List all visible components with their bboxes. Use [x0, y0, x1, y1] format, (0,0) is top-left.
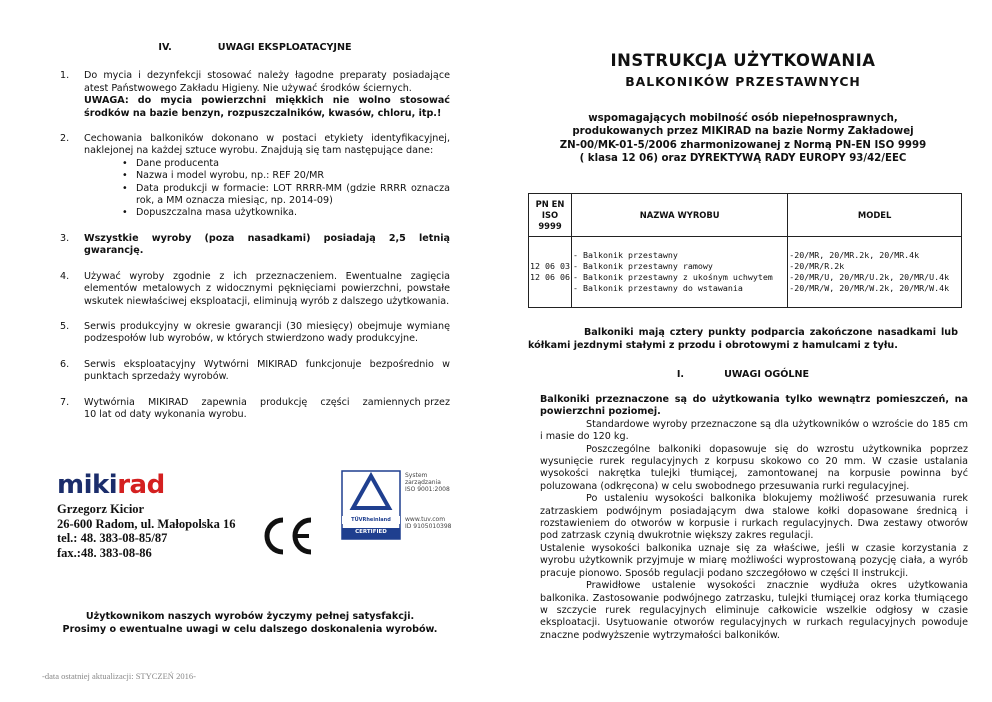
paragraph: Prawidłowe ustalenie wysokości znacznie wydłuża okres użytkowania balkonika. Zastosowanie podwójnego zatrzasku, tulejki tłumiącej oraz korka tłumiącego w szczycie rurek regulacyjnych eliminuje całkowicie wszelkie odgłosy w czasie eksploatacji. Usytuowanie otworów regulacyjnych w rurkach regulacyjnych powoduje znaczne podwyższenie wytrzymałości balkoników.	[540, 580, 968, 641]
item-warning: UWAGA: do mycia powierzchni miękkich nie wolno stosować środków na bazie benzyn, rozpuszczalników, kwasów, chloru, itp.!	[84, 95, 450, 119]
section-iv-number: IV.	[158, 42, 172, 53]
table-row	[529, 237, 962, 308]
paragraph: Po ustaleniu wysokości balkonika blokujemy możliwość przesuwania rurek zatrzaskiem podwójnym posiadającym dwa stalowe kołki dopasowane średnicą i rozstawieniem do otworów w korpusie i rurkach regulacyjnych. Dwa zestawy otworów pod zatrzask czynią dwukrotnie większy zakres regulacji.	[540, 493, 968, 542]
table-cell: - Balkonik przestawny z ukośnym uchwytem	[573, 272, 773, 282]
table-cell: 12 06 06	[530, 272, 570, 282]
bullet-item: • Dopuszczalna masa użytkownika.	[122, 207, 450, 219]
ce-mark-icon	[259, 514, 317, 558]
bullet-item: • Dane producenta	[122, 158, 450, 170]
left-column	[60, 0, 454, 434]
document-subtitle: BALKONIKÓW PRZESTAWNYCH	[625, 74, 861, 89]
product-table	[528, 193, 962, 308]
closing-line: Użytkownikom naszych wyrobów życzymy pełnej satysfakcji.	[85, 611, 415, 622]
item-text: Wszystkie wyroby (poza nasadkami) posiadają 2,5 letnią gwarancję.	[84, 232, 450, 257]
table-cell: -20/MR/R.2k	[789, 261, 845, 271]
label-data-list	[84, 158, 450, 220]
table-cell: - Balkonik przestawny ramowy	[573, 261, 713, 271]
address-line: fax.:48. 383-08-86	[57, 545, 152, 560]
table-cell: 12 06 03	[530, 261, 570, 271]
table-cell: -20/MR, 20/MR.2k, 20/MR.4k	[789, 250, 920, 260]
list-item	[60, 321, 450, 346]
section-i-title	[528, 369, 958, 380]
item-number: 1.	[60, 70, 70, 82]
document-title: INSTRUKCJA UŻYTKOWANIA	[610, 51, 876, 70]
last-update-note: -data ostatniej aktualizacji: STYCZEŃ 2016-	[42, 671, 196, 681]
item-number: 6.	[60, 358, 70, 370]
item-number: 5.	[60, 320, 70, 332]
closing-line: Prosimy o ewentualne uwagi w celu dalszego doskonalenia wyrobów.	[62, 624, 438, 635]
item-text: Używać wyroby zgodnie z ich przeznaczeniem. Ewentualne zagięcia elementów metalowych z widocznymi pęknięciami powierzchni, powstałe wskutek niewłaściwej eksploatacji, eliminują wyrób z dalszego użytkowania.	[84, 270, 450, 307]
list-item	[60, 233, 450, 258]
intro-line: ( klasa 12 06) oraz DYREKTYWĄ RADY EUROPY 93/42/EEC	[579, 153, 907, 165]
item-number: 3.	[60, 232, 70, 244]
column-header: PN EN ISO 9999	[529, 194, 572, 237]
general-notes-body	[540, 394, 968, 642]
support-points-text: Balkoniki mają cztery punkty podparcia zakończone nasadkami lub kółkami jezdnymi stałymi z przodu i obrotowymi z hamulcami z tyłu.	[528, 327, 958, 351]
address-line: tel.: 48. 383-08-85/87	[57, 531, 168, 546]
tuv-badge: CERTIFIED	[355, 529, 387, 535]
tuv-id-text: www.tuv.com ID 9105010398	[405, 516, 452, 530]
intro-line: ZN-00/MK-01-5/2006 zharmonizowanej z Normą PN-EN ISO 9999	[559, 139, 927, 151]
bullet-item: • Data produkcji w formacie: LOT RRRR-MM (gdzie RRRR oznacza rok, a MM oznacza miesiąc, np. 2014-09)	[122, 183, 450, 208]
address-line: 26-600 Radom, ul. Małopolska 16	[57, 516, 236, 531]
item-number: 2.	[60, 133, 70, 145]
names-cell	[572, 237, 788, 308]
paragraph: Standardowe wyroby przeznaczone są dla użytkowników o wzroście do 185 cm i masie do 120 kg.	[540, 418, 968, 443]
list-item	[60, 396, 454, 422]
item-text: Do mycia i dezynfekcji stosować należy łagodne preparaty posiadające atest Państwowego Zakładu Higieny. Nie używać środków ściernych.	[84, 70, 450, 94]
manufacturer-address	[57, 502, 236, 560]
codes-cell	[529, 237, 572, 308]
table-cell: -20/MR/W, 20/MR/W.2k, 20/MR/W.4k	[789, 283, 950, 293]
list-item	[60, 133, 450, 220]
usage-notes-list	[60, 70, 454, 421]
column-header: NAZWA WYROBU	[572, 194, 788, 237]
column-header: MODEL	[788, 194, 962, 237]
item-text: Serwis eksploatacyjny Wytwórni MIKIRAD funkcjonuje bezpośrednio w punktach sprzedaży wyrobów.	[84, 358, 450, 383]
closing-message	[55, 610, 445, 636]
address-line: Grzegorz Kicior	[57, 502, 145, 516]
intro-line: wspomagających mobilność osób niepełnosprawnych,	[588, 113, 898, 124]
item-text: Serwis produkcyjny w okresie gwarancji (30 miesięcy) obejmuje wymianę podzespołów lub wyrobów, w których stwierdzono wady produkcyjne.	[84, 320, 450, 345]
logo-part-2: rad	[117, 470, 165, 500]
table-header-row	[529, 194, 962, 237]
tuv-name: TÜVRheinland	[351, 517, 391, 523]
models-cell	[788, 237, 962, 308]
item-text: Cechowania balkoników dokonano w postaci etykiety identyfikacyjnej, naklejonej na każdej sztuce wyrobu. Znajdują się tam następujące dane:	[84, 133, 450, 157]
paragraph: Ustalenie wysokości balkonika uznaje się za właściwe, jeśli w czasie korzystania z wyrobu użytkownik przyjmuje w miarę możliwości wyprostowaną pozycję ciała, a wyrób pracuje pionowo. Sposób regulacji podano szczegółowo w części II instrukcji.	[540, 542, 968, 579]
table-cell: - Balkonik przestawny do wstawania	[573, 283, 743, 293]
mikirad-logo	[57, 470, 165, 500]
item-text: Wytwórnia MIKIRAD zapewnia produkcję części zamiennych przez 10 lat od daty wykonania wyrobu.	[84, 396, 454, 420]
intro-text	[528, 112, 958, 166]
manufacturer-card	[47, 458, 452, 588]
section-i-number: I.	[676, 369, 685, 380]
logo-part-1: miki	[57, 470, 118, 500]
list-item	[60, 271, 450, 308]
tuv-system-text: System zarządzania ISO 9001:2008	[405, 472, 450, 493]
paragraph: Poszczególne balkoniki dopasowuje się do wzrostu użytkownika poprzez wysunięcie rurek regulacyjnych z korpusu skokowo co 20 mm. W czasie ustalania wysokości nakrętka tulejki tłumiącej, zamontowanej na korpusie powinna być poluzowana (odkręcona) w celu swobodnego przesuwania rurki regulacyjnej.	[540, 443, 968, 492]
table-cell: - Balkonik przestawny	[573, 250, 678, 260]
intro-line: produkowanych przez MIKIRAD na bazie Normy Zakładowej	[572, 126, 914, 138]
list-item	[60, 359, 450, 384]
table-cell: -20/MR/U, 20/MR/U.2k, 20/MR/U.4k	[789, 272, 950, 282]
item-number: 4.	[60, 270, 70, 282]
section-iv-label: UWAGI EKSPLOATACYJNE	[217, 42, 352, 53]
bullet-item: • Nazwa i model wyrobu, np.: REF 20/MR	[122, 170, 450, 182]
section-iv-title	[60, 42, 450, 54]
list-item	[60, 70, 450, 120]
section-i-label: UWAGI OGÓLNE	[724, 369, 810, 380]
item-number: 7.	[60, 396, 70, 408]
lead-paragraph: Balkoniki przeznaczone są do użytkowania tylko wewnątrz pomieszczeń, na powierzchni poziomej.	[540, 394, 968, 418]
